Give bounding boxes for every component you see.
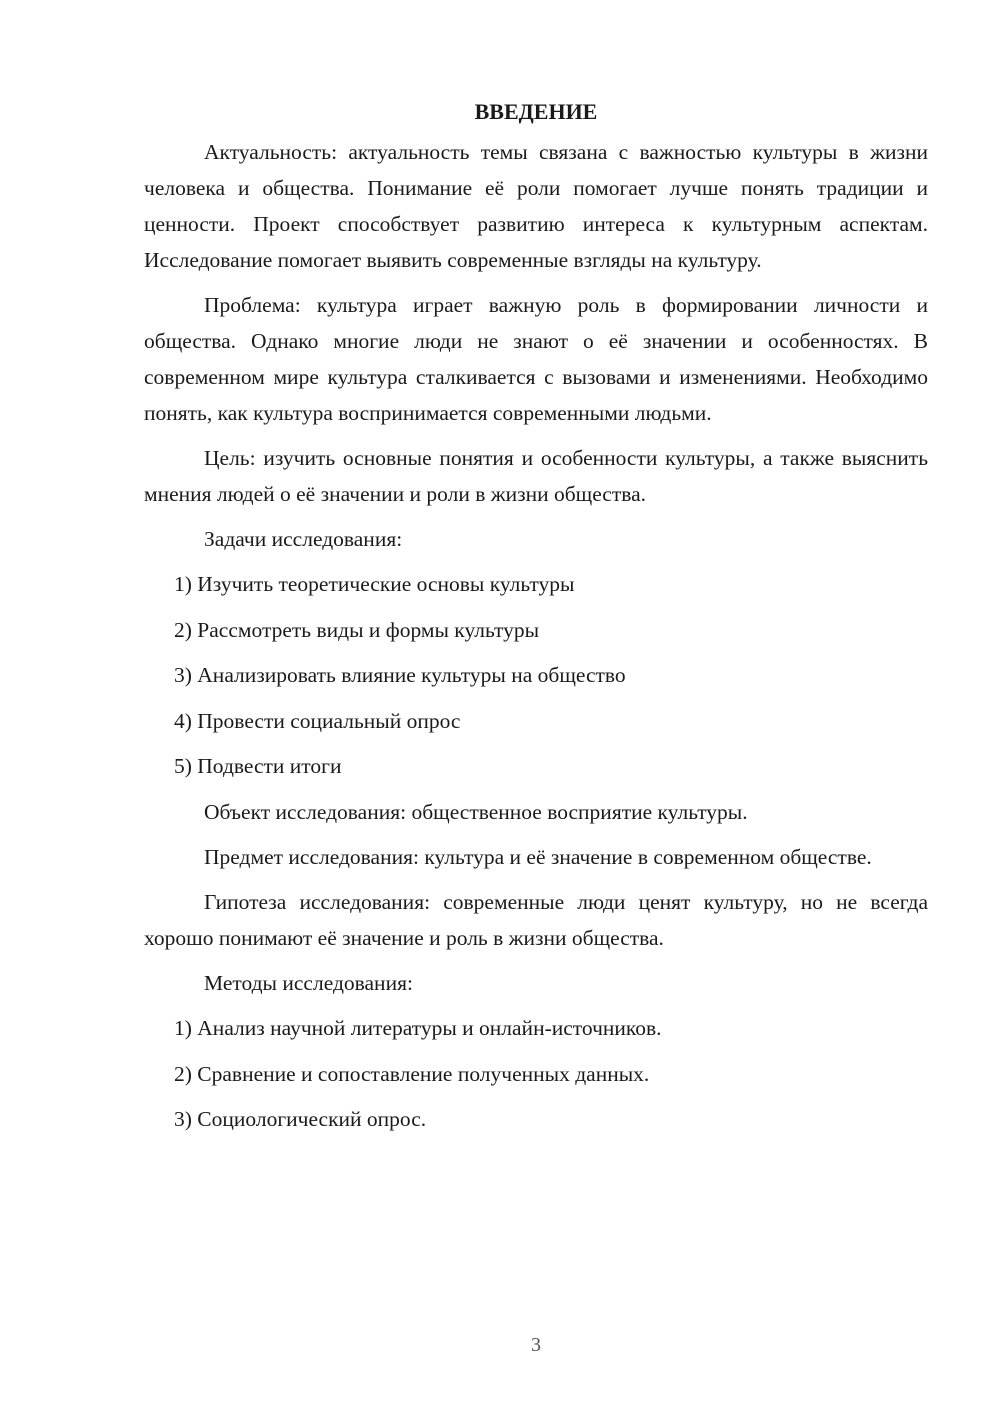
list-item: 1) Анализ научной литературы и онлайн-источников. xyxy=(174,1015,662,1040)
list-item: 3) Социологический опрос. xyxy=(174,1107,427,1132)
page-number: 3 xyxy=(531,1334,541,1356)
list-item: 3) Анализировать влияние культуры на общество xyxy=(174,663,626,688)
list-item: 2) Сравнение и сопоставление полученных данных. xyxy=(174,1061,650,1086)
document-body xyxy=(144,94,928,1147)
list-item: 2) Рассмотреть виды и формы культуры xyxy=(174,617,540,642)
list-item: 4) Провести социальный опрос xyxy=(174,708,461,733)
hypothesis-paragraph: Гипотеза исследования: современные люди ценят культуру, но не всегда хорошо понимают её значение и роль в жизни общества. xyxy=(144,889,928,950)
problem-paragraph: Проблема: культура играет важную роль в формировании личности и общества. Однако многие люди не знают о её значении и особенностях. В современном мире культура сталкивается с вызовами и изменениями. Необходимо понять, как культура воспринимается современными людьми. xyxy=(144,293,928,425)
methods-list xyxy=(144,1010,928,1137)
methods-heading: Методы исследования: xyxy=(204,970,413,995)
list-item: 1) Изучить теоретические основы культуры xyxy=(174,572,575,596)
tasks-heading: Задачи исследования: xyxy=(204,527,403,551)
object-paragraph: Объект исследования: общественное восприятие культуры. xyxy=(204,799,748,824)
subject-paragraph: Предмет исследования: культура и её значение в современном обществе. xyxy=(204,844,872,869)
relevance-paragraph: Актуальность: актуальность темы связана с важностью культуры в жизни человека и общества. Понимание её роли помогает лучше понять традиции и ценности. Проект способствует развитию интереса к культурным аспектам. Исследование помогает выявить современные взгляды на культуру. xyxy=(144,140,928,272)
goal-paragraph: Цель: изучить основные понятия и особенности культуры, а также выяснить мнения людей о её значении и роли в жизни общества. xyxy=(144,446,928,506)
page-title: ВВЕДЕНИЕ xyxy=(474,99,598,124)
list-item: 5) Подвести итоги xyxy=(174,754,342,779)
tasks-list xyxy=(144,566,928,784)
